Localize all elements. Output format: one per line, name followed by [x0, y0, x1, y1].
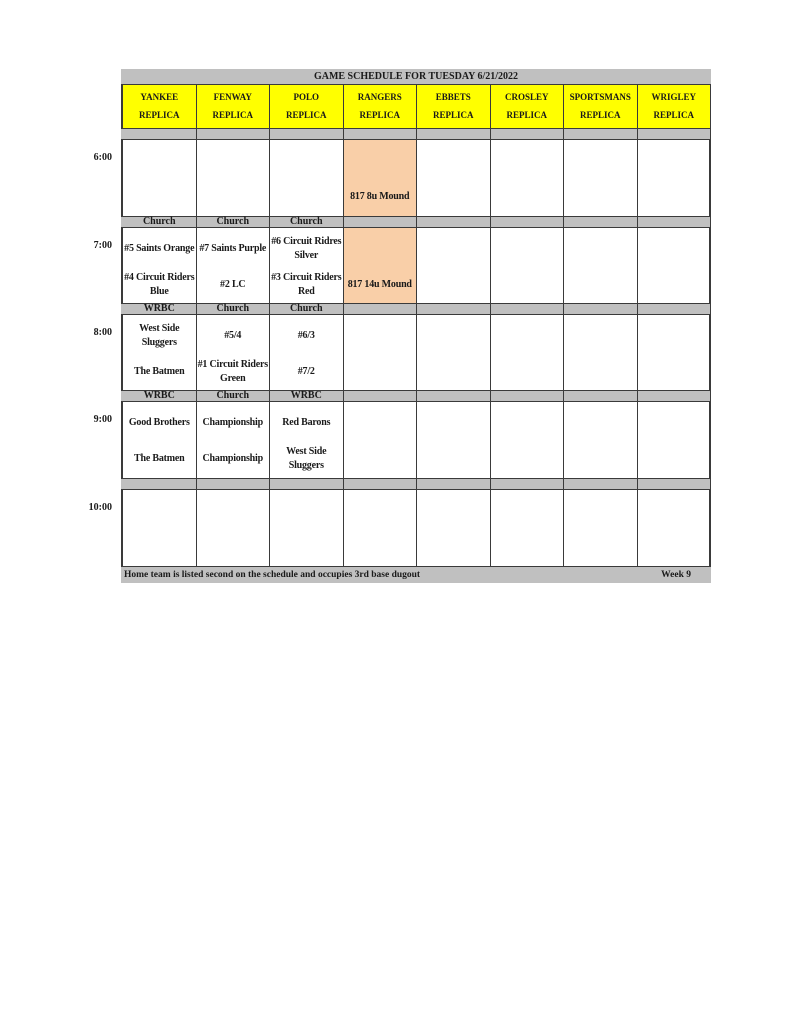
game-slot-first: [564, 406, 637, 440]
separator-label: [491, 390, 565, 402]
time-label: 9:00: [93, 414, 112, 425]
field-name: POLO: [293, 92, 319, 102]
game-slot-first: [564, 232, 637, 266]
separator-label: [270, 478, 344, 490]
game-slot-first: #5/4: [224, 330, 242, 341]
game-slot-second: #1 Circuit Riders Green: [197, 359, 268, 384]
game-slot-second: [564, 180, 637, 214]
game-cell: [197, 140, 271, 216]
field-header-fenway: [197, 85, 271, 128]
field-header-polo: [270, 85, 344, 128]
separator-label: [417, 478, 491, 490]
separator-label: [564, 216, 638, 228]
game-slot-first: [344, 144, 417, 178]
schedule-title: GAME SCHEDULE FOR TUESDAY 6/21/2022: [121, 69, 711, 85]
week-label: Week 9: [661, 570, 691, 580]
separator-label: [638, 216, 712, 228]
game-slot-second: [564, 268, 637, 302]
game-slot-second: [417, 530, 490, 564]
game-slot-second: [417, 442, 490, 476]
game-slot-first: #7 Saints Purple: [199, 243, 267, 254]
game-slot-first: [417, 319, 490, 353]
game-cell: [270, 140, 344, 216]
field-subtitle: REPLICA: [138, 110, 180, 120]
game-slot-first: [491, 319, 564, 353]
game-cell: [344, 490, 418, 566]
field-name: WRIGLEY: [651, 92, 696, 102]
game-slot-second: [197, 530, 270, 564]
field-subtitle: REPLICA: [359, 110, 400, 120]
game-slot-second: [344, 355, 417, 389]
separator-label: [564, 478, 638, 490]
game-cell: [491, 315, 565, 391]
separator-label: [491, 303, 565, 315]
game-slot-second: #3 Circuit Riders Red: [271, 272, 342, 297]
game-slot-first: [270, 494, 343, 528]
separator-label: [197, 128, 271, 140]
game-slot-first: [344, 232, 417, 266]
footer-note: Home team is listed second on the schedule and occupies 3rd base dugout: [124, 570, 421, 580]
game-slot-first: [344, 406, 417, 440]
time-label: 6:00: [93, 152, 112, 163]
game-cell: [344, 140, 418, 216]
separator-label: [491, 128, 565, 140]
game-slot-first: [638, 406, 711, 440]
game-cell: [564, 490, 638, 566]
game-slot-second: [197, 180, 270, 214]
game-cell: [270, 402, 344, 478]
field-subtitle: REPLICA: [579, 110, 621, 120]
game-slot-first: [564, 494, 637, 528]
game-slot-first: West Side Sluggers: [139, 323, 180, 348]
field-header-crosley: [491, 85, 565, 128]
game-cell: [491, 228, 565, 304]
game-slot-second: [564, 442, 637, 476]
game-cell: [417, 315, 491, 391]
game-slot-first: [197, 144, 270, 178]
game-slot-first: [638, 494, 711, 528]
game-cell: [491, 402, 565, 478]
game-slot-second: [638, 180, 711, 214]
game-cell: [197, 490, 271, 566]
game-slot-second: [491, 442, 564, 476]
field-name: RANGERS: [357, 92, 402, 102]
game-cell: [564, 228, 638, 304]
field-subtitle: REPLICA: [212, 110, 253, 120]
game-cell: [270, 490, 344, 566]
game-slot-first: Red Barons: [282, 417, 331, 428]
game-slot-first: [564, 144, 637, 178]
separator-label: [344, 390, 418, 402]
game-slot-second: Championship: [202, 453, 263, 464]
game-slot-first: [197, 494, 270, 528]
separator-label: [417, 390, 491, 402]
game-slot-second: #7/2: [297, 366, 315, 377]
game-slot-second: [638, 442, 711, 476]
game-cell: [123, 140, 197, 216]
game-slot-second: [638, 530, 711, 564]
game-cell: [491, 140, 565, 216]
game-slot-second: [417, 355, 490, 389]
game-slot-second: [344, 442, 417, 476]
game-slot-first: #6 Circuit Ridres Silver: [271, 236, 342, 261]
game-slot-second: [638, 268, 711, 302]
game-cell: [123, 315, 197, 391]
field-subtitle: REPLICA: [285, 110, 327, 120]
game-slot-first: [417, 232, 490, 266]
field-name: CROSLEY: [504, 92, 549, 102]
game-cell: [638, 228, 712, 304]
separator-label: [270, 128, 344, 140]
game-slot-first: #6/3: [297, 330, 315, 341]
game-cell: [638, 490, 712, 566]
game-slot-first: [491, 144, 564, 178]
time-label: 10:00: [88, 502, 112, 513]
game-slot-first: [638, 319, 711, 353]
game-slot-second: [123, 530, 196, 564]
separator-label: [491, 478, 565, 490]
game-cell: [344, 228, 418, 304]
time-label: 7:00: [93, 240, 112, 251]
separator-label: WRBC: [270, 390, 344, 402]
game-cell: [417, 490, 491, 566]
separator-label: [417, 303, 491, 315]
game-slot-second: [123, 180, 196, 214]
game-slot-second: The Batmen: [133, 366, 185, 377]
separator-label: Church: [197, 303, 271, 315]
game-cell: [123, 228, 197, 304]
game-slot-first: #5 Saints Orange: [124, 243, 195, 254]
separator-label: [638, 390, 712, 402]
field-header-ebbets: [417, 85, 491, 128]
game-slot-second: [491, 355, 564, 389]
game-slot-first: [344, 319, 417, 353]
separator-label: [638, 303, 712, 315]
game-slot-first: [417, 144, 490, 178]
game-slot-second: [344, 530, 417, 564]
game-cell: [197, 228, 271, 304]
game-cell: [638, 315, 712, 391]
game-slot-first: [564, 319, 637, 353]
field-header-wrigley: [638, 85, 712, 128]
time-label: 8:00: [93, 327, 112, 338]
separator-label: [197, 478, 271, 490]
game-slot-first: [638, 232, 711, 266]
separator-label: [344, 303, 418, 315]
separator-label: Church: [197, 390, 271, 402]
game-cell: [417, 402, 491, 478]
game-slot-first: [123, 494, 196, 528]
game-slot-first: [344, 494, 417, 528]
game-slot-second: 817 14u Mound: [347, 279, 412, 290]
game-cell: [564, 315, 638, 391]
field-subtitle: REPLICA: [432, 110, 474, 120]
game-slot-first: [123, 144, 196, 178]
footer-bar: [121, 566, 711, 583]
game-slot-second: 817 8u Mound: [350, 191, 410, 202]
game-cell: [270, 315, 344, 391]
separator-label: [344, 128, 418, 140]
separator-label: [344, 216, 418, 228]
field-subtitle: REPLICA: [506, 110, 547, 120]
game-slot-second: [491, 180, 564, 214]
separator-label: [564, 303, 638, 315]
field-name: FENWAY: [213, 92, 252, 102]
game-cell: [123, 402, 197, 478]
game-slot-second: [270, 530, 343, 564]
game-cell: [270, 228, 344, 304]
game-slot-first: [270, 144, 343, 178]
separator-label: [564, 128, 638, 140]
field-header-rangers: [344, 85, 418, 128]
game-slot-second: [638, 355, 711, 389]
separator-label: Church: [270, 216, 344, 228]
separator-label: [417, 128, 491, 140]
game-slot-second: West Side Sluggers: [286, 446, 327, 471]
field-name: EBBETS: [435, 92, 471, 102]
game-slot-second: [564, 530, 637, 564]
game-slot-first: [417, 494, 490, 528]
game-slot-first: Championship: [202, 417, 263, 428]
game-cell: [344, 402, 418, 478]
game-slot-second: The Batmen: [133, 453, 185, 464]
game-slot-first: [638, 144, 711, 178]
game-cell: [344, 315, 418, 391]
separator-label: Church: [123, 216, 197, 228]
game-slot-second: [270, 180, 343, 214]
separator-label: WRBC: [123, 303, 197, 315]
game-slot-first: [491, 232, 564, 266]
field-name: YANKEE: [140, 92, 179, 102]
game-cell: [564, 402, 638, 478]
game-cell: [417, 228, 491, 304]
separator-label: [491, 216, 565, 228]
separator-label: [417, 216, 491, 228]
game-slot-second: #4 Circuit Riders Blue: [124, 272, 195, 297]
game-slot-first: [491, 406, 564, 440]
field-header-sportsmans: [564, 85, 638, 128]
game-slot-second: [564, 355, 637, 389]
separator-label: [638, 128, 712, 140]
field-header-yankee: [123, 85, 197, 128]
separator-label: [123, 128, 197, 140]
game-slot-first: Good Brothers: [128, 417, 190, 428]
game-slot-second: [491, 268, 564, 302]
game-slot-second: [417, 180, 490, 214]
game-cell: [417, 140, 491, 216]
game-slot-first: [417, 406, 490, 440]
field-name: SPORTSMANS: [569, 92, 631, 102]
separator-label: Church: [270, 303, 344, 315]
game-slot-first: [491, 494, 564, 528]
game-cell: [197, 315, 271, 391]
game-cell: [491, 490, 565, 566]
game-cell: [638, 140, 712, 216]
game-cell: [564, 140, 638, 216]
game-cell: [638, 402, 712, 478]
game-slot-second: [491, 530, 564, 564]
separator-label: [123, 478, 197, 490]
game-slot-second: [417, 268, 490, 302]
game-cell: [197, 402, 271, 478]
separator-label: [564, 390, 638, 402]
game-cell: [123, 490, 197, 566]
game-slot-second: #2 LC: [220, 279, 246, 290]
separator-label: [344, 478, 418, 490]
separator-label: [638, 478, 712, 490]
separator-label: Church: [197, 216, 271, 228]
field-subtitle: REPLICA: [653, 110, 694, 120]
separator-label: WRBC: [123, 390, 197, 402]
